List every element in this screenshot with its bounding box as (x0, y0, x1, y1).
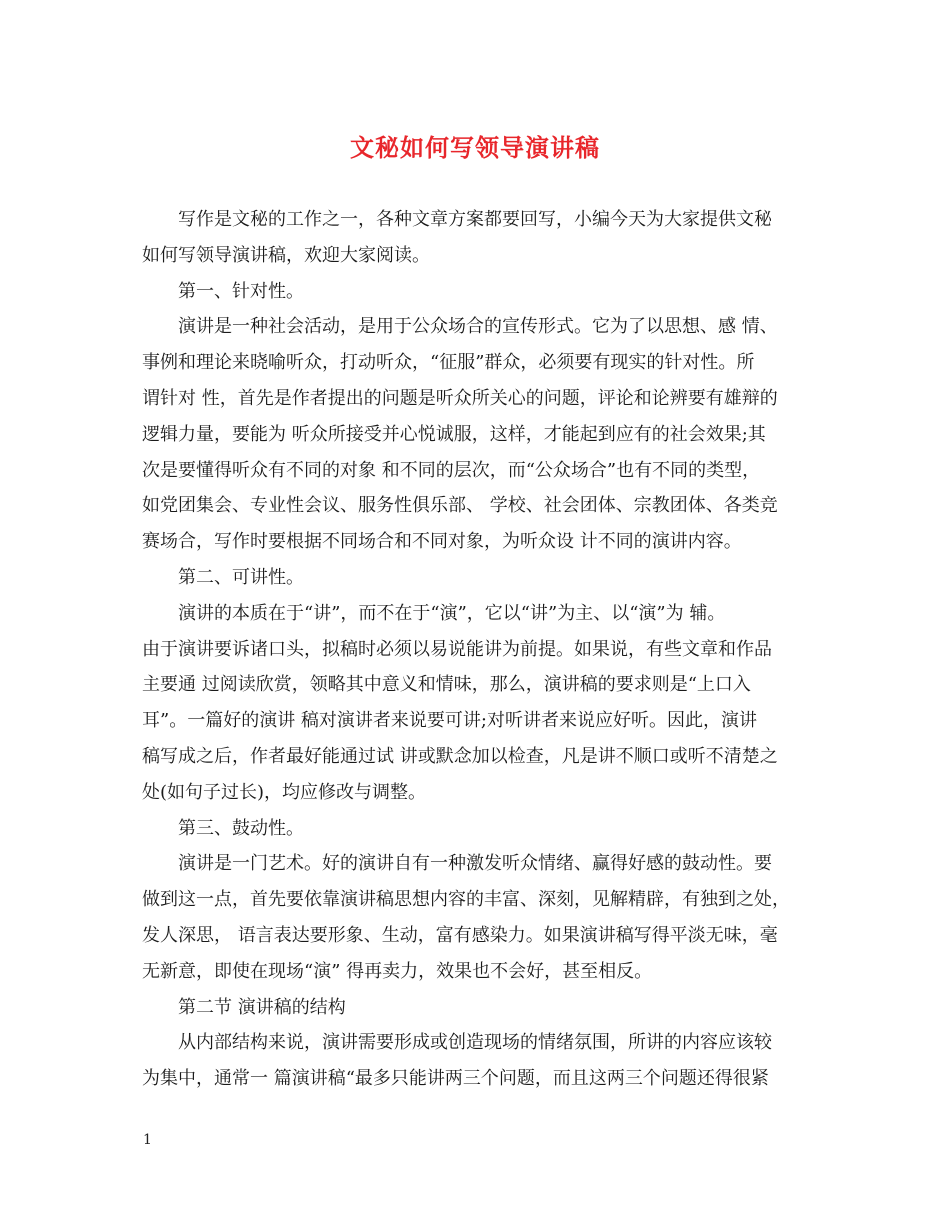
text-line: 演讲的本质在于“讲”，而不在于“演”，它以“讲”为主、以“演”为 辅。 (178, 602, 726, 624)
text-line: 为集中，通常一 篇演讲稿“最多只能讲两三个问题，而且这两三个问题还得很紧 (142, 1068, 769, 1090)
text-line: 无新意，即使在现场“演” 得再卖力，效果也不会好，甚至相反。 (142, 960, 653, 982)
text-line: 稿写成之后，作者最好能通过试 讲或默念加以检查，凡是讲不顺口或听不清楚之 (142, 745, 778, 767)
text-line: 第二节 演讲稿的结构 (178, 996, 346, 1018)
document-body (142, 202, 810, 1097)
text-line: 事例和理论来晓喻听众，打动听众，“征服”群众，必须要有现实的针对性。所 (142, 352, 755, 374)
text-line: 谓针对 性，首先是作者提出的问题是听众所关心的问题，评论和论辨要有雄辩的 (142, 387, 778, 409)
text-line: 如何写领导演讲稿，欢迎大家阅读。 (142, 244, 430, 266)
text-line: 第三、鼓动性。 (178, 817, 304, 839)
text-line: 次是要懂得听众有不同的对象 和不同的层次，而“公众场合”也有不同的类型， (142, 459, 761, 481)
text-line: 如党团集会、专业性会议、服务性俱乐部、 学校、社会团体、宗教团体、各类竞 (142, 495, 778, 517)
text-line: 第二、可讲性。 (178, 566, 304, 588)
document-title: 文秘如何写领导演讲稿 (350, 133, 600, 162)
text-line: 做到这一点，首先要依靠演讲稿思想内容的丰富、深刻，见解精辟，有独到之处， (142, 889, 790, 911)
text-line: 处(如句子过长)，均应修改与调整。 (142, 781, 427, 803)
text-line: 主要通 过阅读欣赏，领略其中意义和情味，那么，演讲稿的要求则是“上口入 (142, 674, 751, 696)
text-line: 逻辑力量，要能为 听众所接受并心悦诚服，这样，才能起到应有的社会效果;其 (142, 423, 766, 445)
text-line: 赛场合，写作时要根据不同场合和不同对象，为听众设 计不同的演讲内容。 (142, 531, 742, 553)
page-number: 1 (143, 1132, 152, 1148)
text-line: 发人深思， 语言表达要形象、生动，富有感染力。如果演讲稿写得平淡无味，毫 (142, 924, 778, 946)
text-line: 耳”。一篇好的演讲 稿对演讲者来说要可讲;对听讲者来说应好听。因此，演讲 (142, 710, 757, 732)
text-line: 第一、针对性。 (178, 280, 304, 302)
text-line: 演讲是一门艺术。好的演讲自有一种激发听众情绪、赢得好感的鼓动性。要 (178, 853, 772, 875)
text-line: 演讲是一种社会活动，是用于公众场合的宣传形式。它为了以思想、感 情、 (178, 316, 778, 338)
text-line: 从内部结构来说，演讲需要形成或创造现场的情绪氛围，所讲的内容应该较 (178, 1032, 772, 1054)
text-line: 由于演讲要诉诸口头，拟稿时必须以易说能讲为前提。如果说，有些文章和作品 (142, 638, 772, 660)
text-line: 写作是文秘的工作之一，各种文章方案都要回写，小编今天为大家提供文秘 (178, 209, 772, 230)
